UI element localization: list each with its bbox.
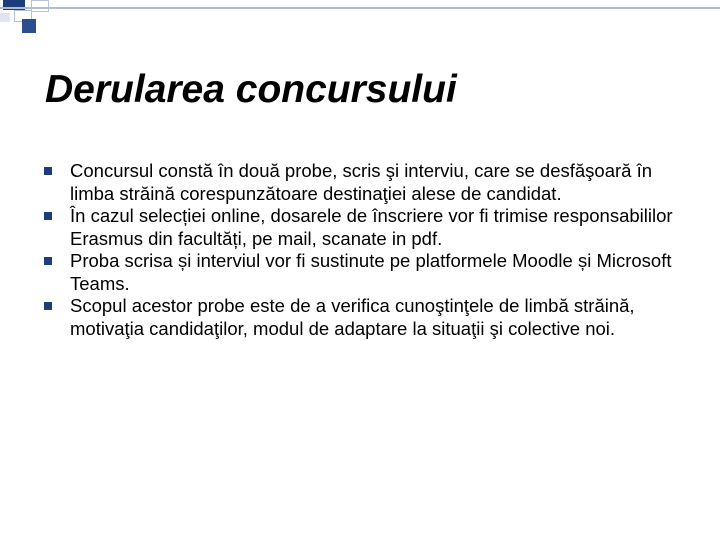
square-bullet-icon xyxy=(44,167,52,175)
decorative-square-icon xyxy=(0,13,10,22)
list-item xyxy=(44,205,684,250)
list-item xyxy=(44,250,684,295)
top-divider xyxy=(0,7,720,9)
list-item-text: Proba scrisa și interviul vor fi sustinute pe platformele Moodle și Microsoft Teams. xyxy=(70,250,672,294)
square-bullet-icon xyxy=(44,302,52,310)
list-item-text: În cazul selecției online, dosarele de înscriere vor fi trimise responsabililor Erasmus din facultăți, pe mail, scanate in pdf. xyxy=(70,205,673,249)
corner-decoration xyxy=(0,0,60,40)
list-item xyxy=(44,160,684,205)
square-bullet-icon xyxy=(44,212,52,220)
bullet-list xyxy=(44,160,684,340)
list-item xyxy=(44,295,684,340)
square-bullet-icon xyxy=(44,257,52,265)
list-item-text: Scopul acestor probe este de a verifica cunoştinţele de limbă străină, motivaţia candidaţilor, modul de adaptare la situaţii şi colective noi. xyxy=(70,295,635,339)
decorative-square-icon xyxy=(31,0,49,12)
list-item-text: Concursul constă în două probe, scris şi interviu, care se desfăşoară în limba străină corespunzătoare destinaţiei alese de candidat. xyxy=(70,160,653,204)
decorative-square-icon xyxy=(22,19,36,33)
slide-title: Derularea concursului xyxy=(45,68,457,111)
